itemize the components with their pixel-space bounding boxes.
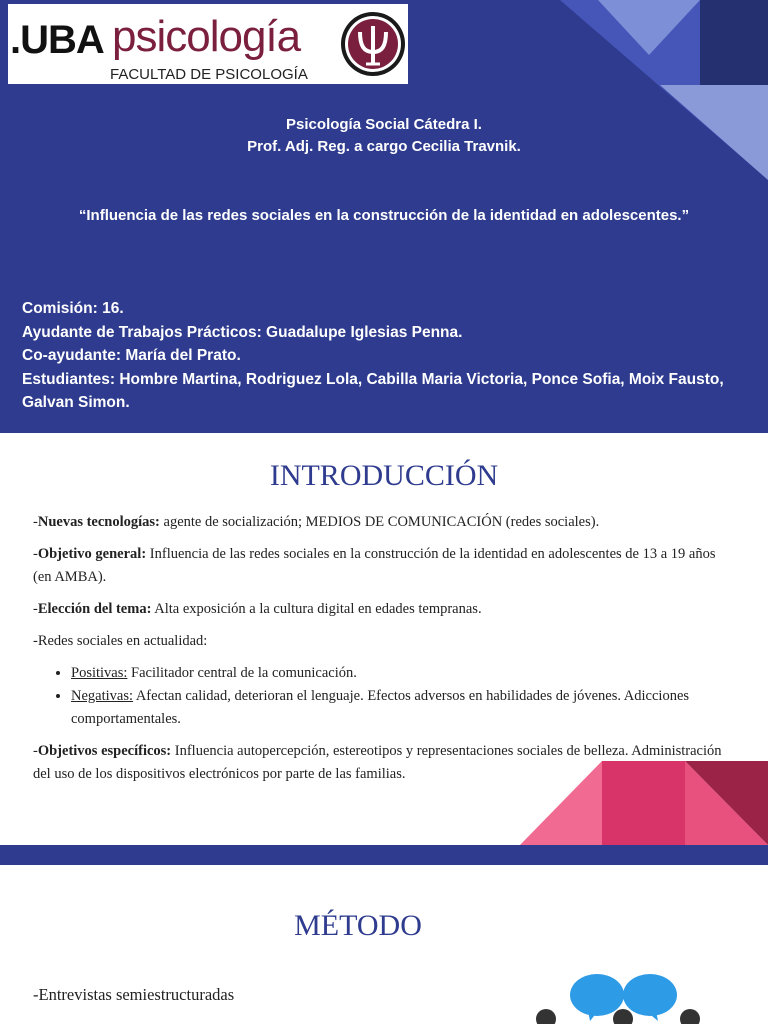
label-eleccion-tema: Elección del tema: <box>37 601 152 617</box>
person-head-icon <box>613 1009 633 1024</box>
psi-emblem-icon <box>338 6 408 76</box>
chat-people-icon <box>520 965 720 1024</box>
logo-psicologia-text: psicología <box>112 12 301 61</box>
label-objetivos-especificos: Objetivos específicos: <box>37 743 172 759</box>
speech-bubble-tail <box>588 1011 598 1021</box>
list-item <box>71 685 733 731</box>
paragraph-eleccion-tema <box>33 598 733 621</box>
course-name: Psicología Social Cátedra I. <box>286 116 482 133</box>
professor-name: Prof. Adj. Reg. a cargo Cecilia Travnik. <box>247 138 521 155</box>
method-slide <box>0 865 768 1024</box>
speech-bubble-icon <box>570 974 624 1016</box>
label-positivas: Positivas: <box>71 665 128 681</box>
text-nuevas-tecnologias: agente de socialización; MEDIOS DE COMUNICACIÓN (redes sociales). <box>159 514 600 530</box>
paragraph-nuevas-tecnologias <box>33 511 733 534</box>
text-objetivos-especificos: Influencia autopercepción, estereotipos y representaciones sociales de belleza. Administración del uso de los dispositivos electrónicos por parte de las familias. <box>33 743 722 782</box>
title-slide <box>0 0 768 433</box>
label-objetivo-general: Objetivo general: <box>37 546 147 562</box>
method-item <box>33 985 234 1005</box>
uba-logo <box>8 4 408 84</box>
method-item-text: Entrevistas semiestructuradas <box>38 985 235 1004</box>
list-item <box>71 662 733 685</box>
dash: - <box>33 514 38 530</box>
logo-uba-text: .UBA <box>10 18 104 62</box>
text-objetivo-general: Influencia de las redes sociales en la construcción de la identidad en adolescentes de 13 a 19 años (en AMBA). <box>33 546 716 585</box>
dash: - <box>33 743 38 759</box>
dash: - <box>33 601 38 617</box>
ayudante-line: Ayudante de Trabajos Prácticos: Guadalupe Iglesias Penna. <box>22 323 463 341</box>
comision-line: Comisión: 16. <box>22 300 124 317</box>
speech-bubble-icon <box>623 974 677 1016</box>
label-negativas: Negativas: <box>71 688 134 704</box>
logo-facultad-text: FACULTAD DE PSICOLOGÍA <box>110 66 308 83</box>
person-head-icon <box>680 1009 700 1024</box>
presentation-title: “Influencia de las redes sociales en la construcción de la identidad en adolescentes.” <box>78 207 690 224</box>
text-positivas: Facilitador central de la comunicación. <box>127 665 357 681</box>
introduction-body <box>33 511 733 795</box>
bullet-list <box>33 662 733 731</box>
text-negativas: Afectan calidad, deterioran el lenguaje. Efectos adversos en habilidades de jóvenes. Adicciones comportamentales. <box>71 688 690 727</box>
paragraph-objetivo-general <box>33 543 733 589</box>
slide-title: MÉTODO <box>294 909 422 942</box>
label-nuevas-tecnologias: Nuevas tecnologías: <box>37 514 160 530</box>
slide-divider-band <box>0 845 768 865</box>
dash: - <box>33 546 38 562</box>
paragraph-redes-sociales: -Redes sociales en actualidad: <box>33 633 208 649</box>
estudiantes-line: Estudiantes: Hombre Martina, Rodriguez Lola, Cabilla Maria Victoria, Ponce Sofia, Moix Fausto, Galvan Simon. <box>22 370 724 411</box>
slide-title: INTRODUCCIÓN <box>269 459 499 492</box>
introduction-slide <box>0 433 768 845</box>
team-info <box>22 297 742 415</box>
deco-rect-dark <box>700 0 768 85</box>
dash: - <box>33 985 39 1004</box>
coayudante-line: Co-ayudante: María del Prato. <box>22 347 241 364</box>
text-eleccion-tema: Alta exposición a la cultura digital en edades tempranas. <box>151 601 482 617</box>
person-head-icon <box>536 1009 556 1024</box>
paragraph-objetivos-especificos <box>33 740 733 786</box>
